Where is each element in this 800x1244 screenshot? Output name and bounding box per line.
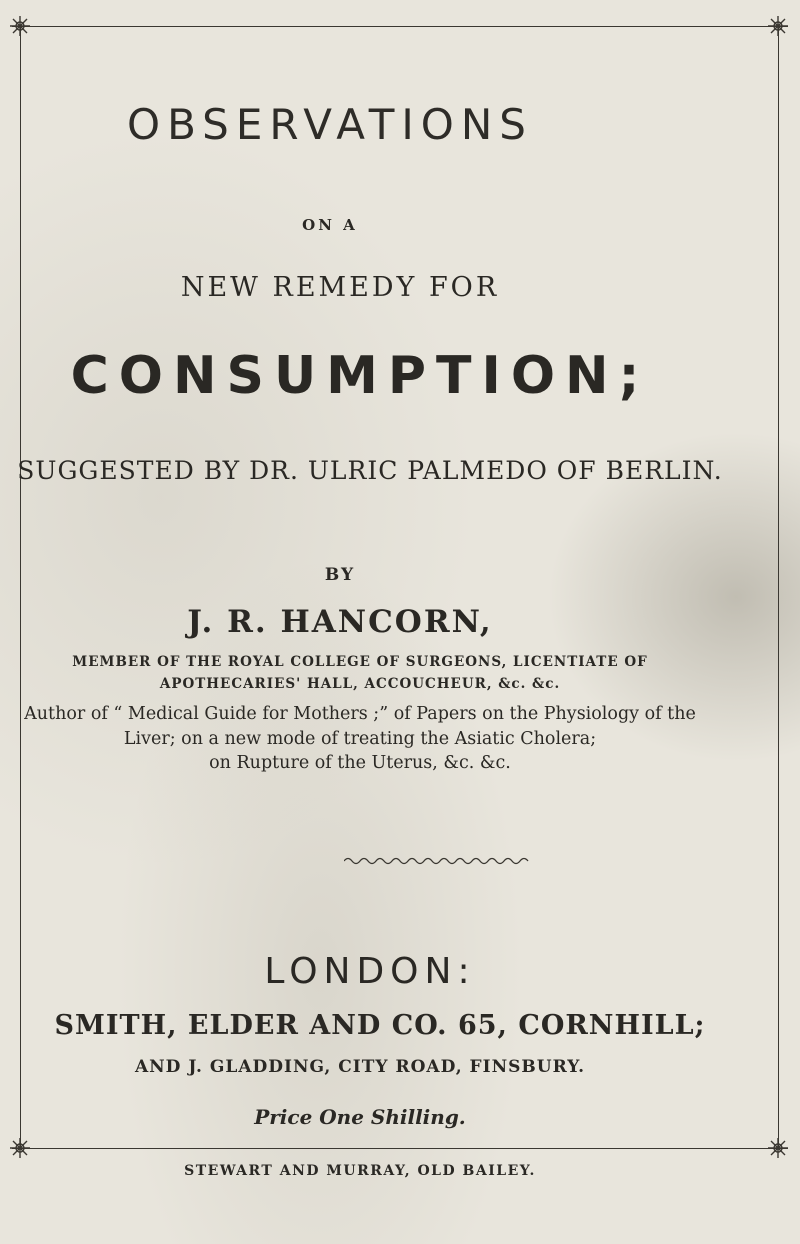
credentials-line: MEMBER OF THE ROYAL COLLEGE OF SURGEONS, LICENTIATE OF: [72, 654, 648, 670]
corner-ornament-icon: [9, 1137, 31, 1159]
author-works-line: Liver; on a new mode of treating the Asiatic Cholera;: [123, 729, 597, 749]
author-works-line: on Rupture of the Uterus, &c. &c.: [209, 753, 511, 773]
decorative-divider-icon: [344, 856, 530, 866]
by-line: BY: [324, 565, 356, 585]
corner-ornament-icon: [767, 1137, 789, 1159]
bottom-border-rule: [12, 1148, 788, 1149]
author-name: J. R. HANCORN,: [187, 604, 493, 640]
subject-heading: CONSUMPTION;: [70, 346, 650, 406]
new-remedy-line: NEW REMEDY FOR: [180, 272, 500, 303]
printer-line: STEWART AND MURRAY, OLD BAILEY.: [184, 1163, 536, 1179]
publisher-line: SMITH, ELDER AND CO. 65, CORNHILL;: [54, 1010, 706, 1041]
right-border-rule: [778, 26, 779, 1148]
credentials-line: APOTHECARIES' HALL, ACCOUCHEUR, &c. &c.: [159, 676, 561, 692]
price-line: Price One Shilling.: [254, 1105, 466, 1129]
imprint-city: LONDON:: [264, 951, 476, 992]
on-a-line: ON A: [302, 216, 358, 234]
corner-ornament-icon: [9, 15, 31, 37]
corner-ornament-icon: [767, 15, 789, 37]
co-publisher-line: AND J. GLADDING, CITY ROAD, FINSBURY.: [134, 1057, 586, 1077]
author-works-line: Author of “ Medical Guide for Mothers ;” of Papers on the Physiology of the: [24, 704, 696, 724]
top-border-rule: [12, 26, 788, 27]
title: OBSERVATIONS: [127, 100, 533, 149]
suggested-by-line: SUGGESTED BY DR. ULRIC PALMEDO OF BERLIN.: [17, 456, 723, 485]
